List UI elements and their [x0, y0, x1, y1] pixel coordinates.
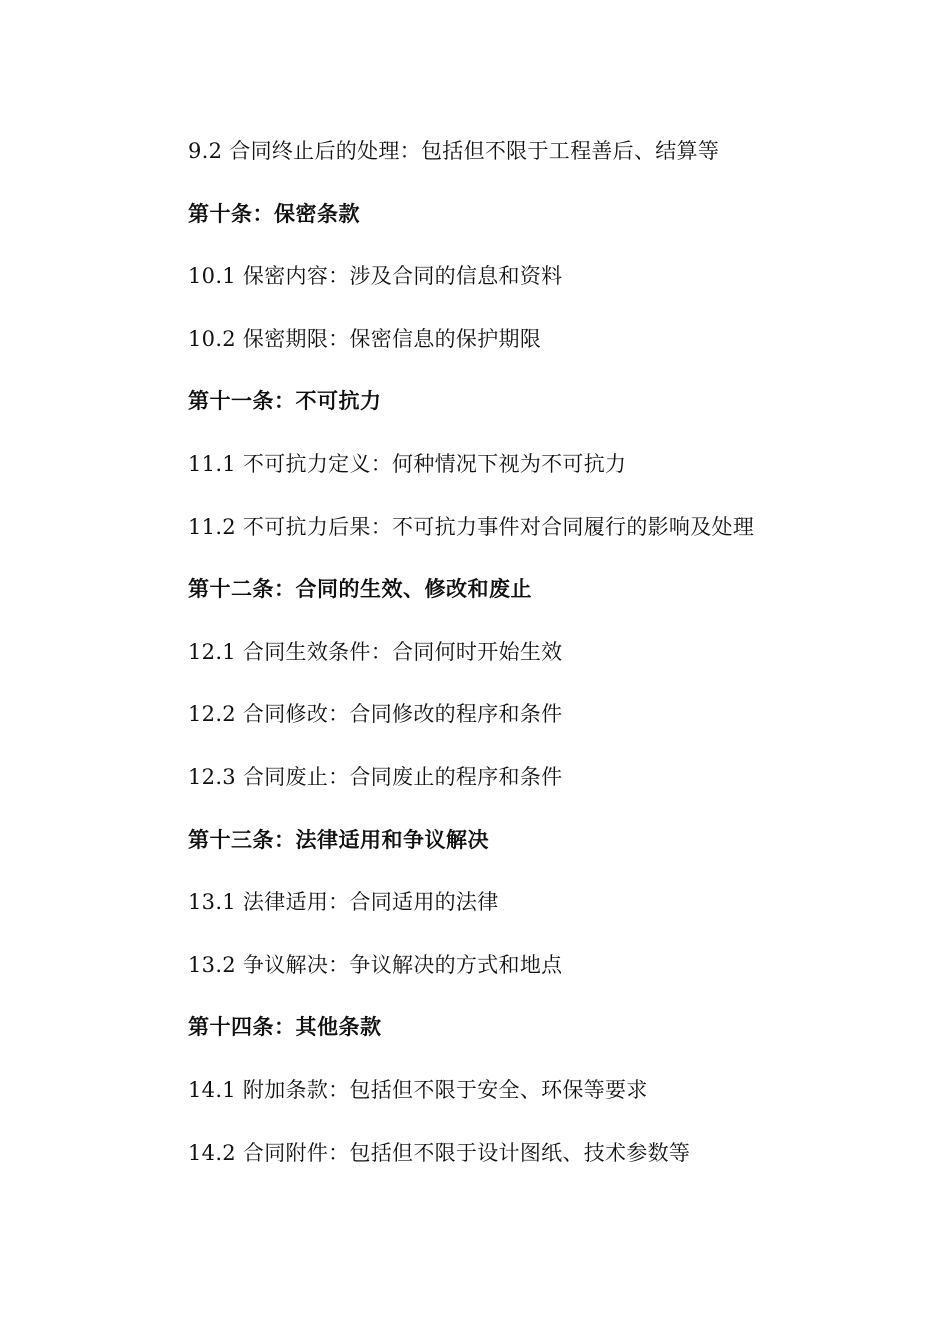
contract-text-body	[188, 136, 888, 1200]
article-14-heading: 第十四条：其他条款	[188, 1015, 382, 1040]
clause-11-1: 11.1 不可抗力定义：何种情况下视为不可抗力	[188, 451, 627, 476]
clause-13-2: 13.2 争议解决：争议解决的方式和地点	[188, 952, 563, 977]
clause-11-2: 11.2 不可抗力后果：不可抗力事件对合同履行的影响及处理	[188, 514, 755, 539]
clause-12-1: 12.1 合同生效条件：合同何时开始生效	[188, 639, 563, 664]
clause-13-1: 13.1 法律适用：合同适用的法律	[188, 890, 499, 915]
clause-14-1: 14.1 附加条款：包括但不限于安全、环保等要求	[188, 1077, 648, 1102]
clause-9-2: 9.2 合同终止后的处理：包括但不限于工程善后、结算等	[188, 139, 720, 163]
clause-10-2: 10.2 保密期限：保密信息的保护期限	[188, 326, 542, 351]
clause-12-3: 12.3 合同废止：合同废止的程序和条件	[188, 764, 563, 789]
article-10-heading: 第十条：保密条款	[188, 201, 360, 226]
clause-10-1: 10.1 保密内容：涉及合同的信息和资料	[188, 264, 563, 289]
article-13-heading: 第十三条：法律适用和争议解决	[188, 827, 489, 852]
article-11-heading: 第十一条：不可抗力	[188, 389, 382, 414]
article-12-heading: 第十二条：合同的生效、修改和废止	[188, 577, 532, 602]
clause-12-2: 12.2 合同修改：合同修改的程序和条件	[188, 702, 563, 727]
clause-14-2: 14.2 合同附件：包括但不限于设计图纸、技术参数等	[188, 1140, 691, 1165]
